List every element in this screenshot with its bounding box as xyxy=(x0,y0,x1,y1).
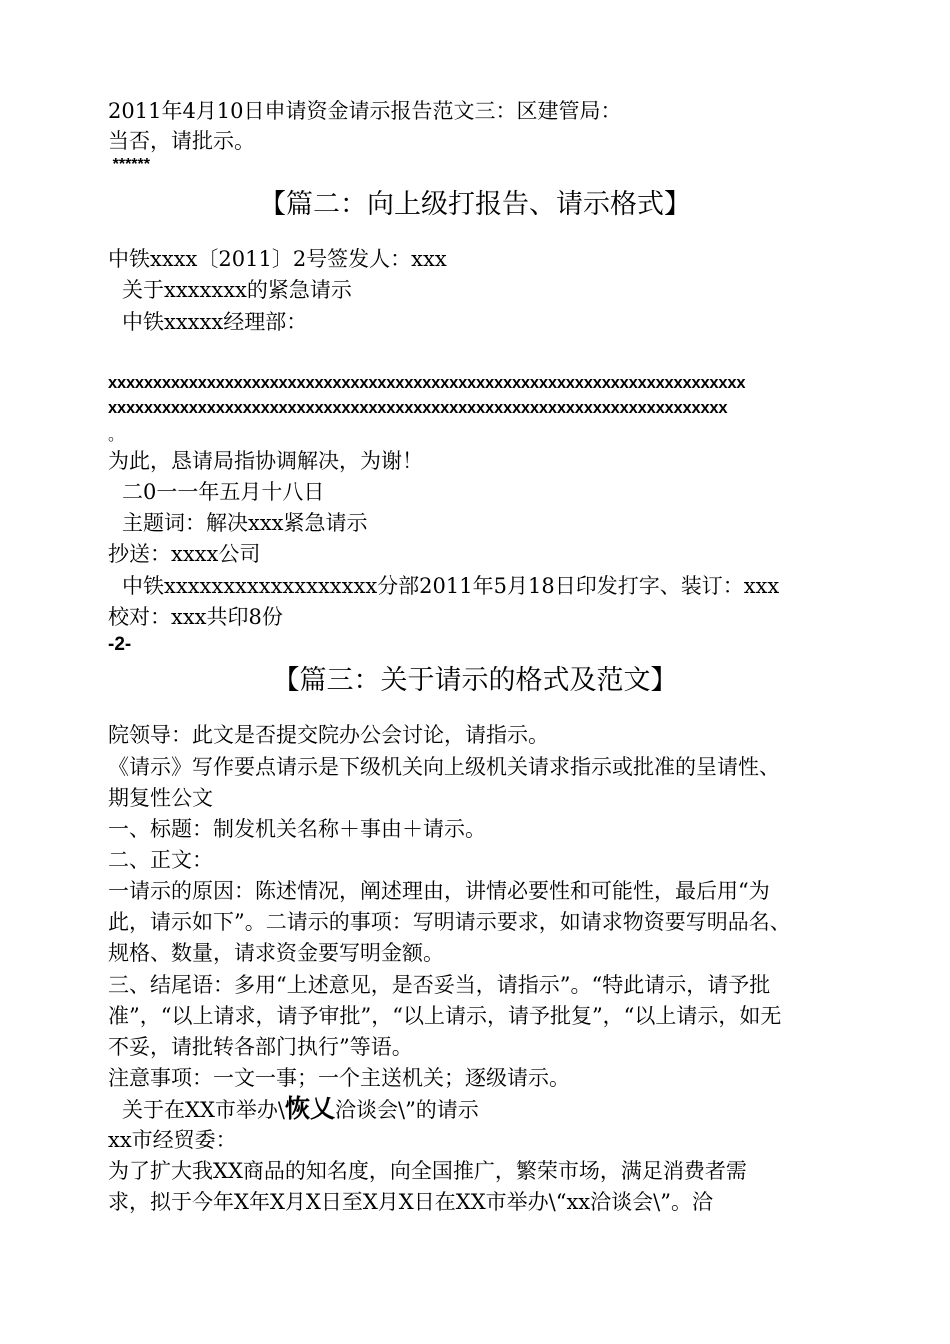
text-line: 中铁xxxxx经理部： xyxy=(122,310,308,334)
text-line: 2011年4月10日申请资金请示报告范文三：区建管局： xyxy=(108,99,622,123)
section-heading: 【篇二：向上级打报告、请示格式】 xyxy=(259,189,691,220)
subtitle-line xyxy=(122,1096,479,1123)
text-line: 中铁xxxxxxxxxxxxxxxxxx分部2011年5月18日印发打字、装订：xxx xyxy=(122,574,780,598)
text-line: 不妥，请批转各部门执行”等语。 xyxy=(108,1035,413,1059)
text-line: 求，拟于今年X年X月X日至X月X日在XX市举办\“xx洽谈会\”。洽 xyxy=(108,1190,713,1214)
text-line: 一请示的原因：陈述情况，阐述理由，讲情必要性和可能性，最后用“为 xyxy=(108,879,770,903)
text-line: 准”，“以上请求，请予审批”，“以上请示，请予批复”，“以上请示，如无 xyxy=(108,1004,782,1028)
text-line: 规格、数量，请求资金要写明金额。 xyxy=(108,941,444,965)
text-line: 当否，请批示。 xyxy=(108,129,255,153)
text-line: 一、标题：制发机关名称＋事由＋请示。 xyxy=(108,817,486,841)
text-line: 此，请示如下”。二请示的事项：写明请示要求，如请求物资要写明品名、 xyxy=(108,910,791,934)
text-line: 《请示》写作要点请示是下级机关向上级机关请求指示或批准的呈请性、 xyxy=(108,755,780,779)
text-line: 关于xxxxxxx的紧急请示 xyxy=(122,278,352,302)
text-line: 中铁xxxx〔2011〕2号签发人：xxx xyxy=(108,247,447,271)
text-line: 校对：xxx共印8份 xyxy=(108,605,283,629)
text-line: 三、结尾语：多用“上述意见，是否妥当，请指示”。“特此请示，请予批 xyxy=(108,973,771,997)
text-line: xx市经贸委： xyxy=(108,1128,237,1152)
text-line: 为了扩大我XX商品的知名度，向全国推广，繁荣市场，满足消费者需 xyxy=(108,1159,747,1183)
text-line: 。 xyxy=(108,425,125,444)
text-line: 院领导：此文是否提交院办公会讨论，请指示。 xyxy=(108,723,549,747)
placeholder-body-line: xxxxxxxxxxxxxxxxxxxxxxxxxxxxxxxxxxxxxxxxxxxxxxxxxxxxxxxxxxxxxxxxxxxxxxx xyxy=(108,374,746,392)
text-line: 为此，恳请局指协调解决，为谢！ xyxy=(108,449,423,473)
text-line: 期复性公文 xyxy=(108,786,213,810)
subtitle-glyphs: 恢乂 xyxy=(284,1094,335,1123)
text-line: 主题词：解决xxx紧急请示 xyxy=(122,511,368,535)
section-heading: 【篇三：关于请示的格式及范文】 xyxy=(272,665,678,696)
separator-stars: ****** xyxy=(112,156,150,173)
subtitle-part: 洽谈会\”的请示 xyxy=(335,1098,479,1122)
placeholder-body-line: xxxxxxxxxxxxxxxxxxxxxxxxxxxxxxxxxxxxxxxxxxxxxxxxxxxxxxxxxxxxxxxxxxxxx xyxy=(108,399,728,417)
subtitle-part: 关于在XX市举办\ xyxy=(122,1098,285,1122)
text-line: 注意事项：一文一事；一个主送机关；逐级请示。 xyxy=(108,1066,570,1090)
date-line: 二0一一年五月十八日 xyxy=(122,480,325,504)
page-number: -2- xyxy=(108,634,132,655)
text-line: 抄送：xxxx公司 xyxy=(108,542,261,566)
text-line: 二、正文： xyxy=(108,848,213,872)
